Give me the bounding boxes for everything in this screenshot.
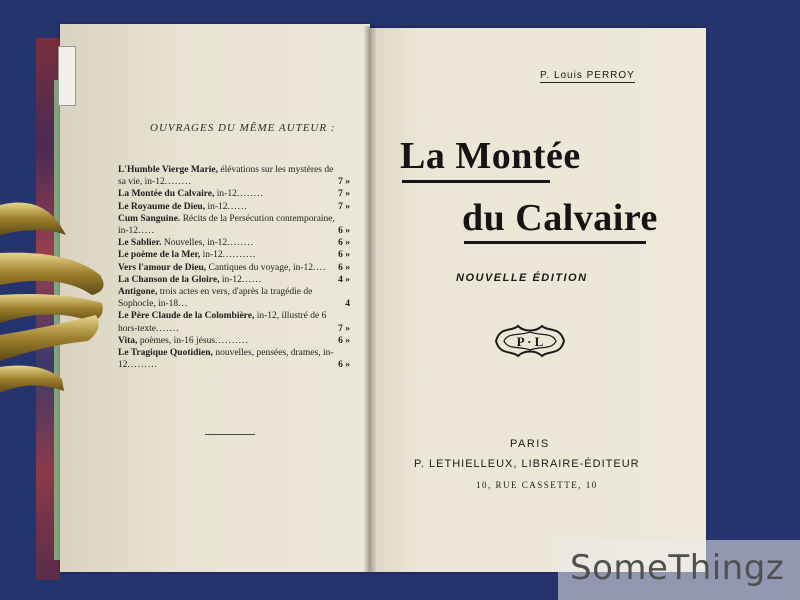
work-entry: Vers l'amour de Dieu, Cantiques du voyage, in-12.... 6 » <box>118 262 350 273</box>
title-underline-1 <box>402 180 550 183</box>
brass-clip-icon <box>0 195 110 395</box>
book-gutter <box>364 26 376 572</box>
book-title-line2: du Calvaire <box>462 197 658 239</box>
watermark <box>558 540 800 600</box>
work-entry: La Chanson de la Gloire, in-12...... 4 » <box>118 274 350 285</box>
publisher-city: PARIS <box>510 438 550 450</box>
publisher-name: P. LETHIELLEUX, LIBRAIRE-ÉDITEUR <box>414 458 640 470</box>
book-title-line1: La Montée <box>400 135 581 177</box>
logo-monogram: P · L <box>516 334 544 349</box>
publisher-address: 10, RUE CASSETTE, 10 <box>476 480 598 490</box>
work-entry: Cum Sanguine. Récits de la Persécution contemporaine, in-12..... 6 » <box>118 213 350 237</box>
work-entry: L'Humble Vierge Marie, élévations sur les mystères de sa vie, in-12........ 7 » <box>118 165 350 188</box>
separator-rule <box>205 434 255 435</box>
works-list <box>118 164 358 371</box>
works-heading: OUVRAGES DU MÊME AUTEUR : <box>150 122 336 134</box>
work-entry: Le Sablier. Nouvelles, in-12........ 6 » <box>118 238 350 249</box>
work-entry: Antigone, trois actes en vers, d'après la tragédie de Sophocle, in-18... 4 <box>118 287 350 310</box>
work-entry: Vita, poèmes, in-16 jésus.......... 6 » <box>118 335 350 346</box>
spine-label <box>58 46 76 106</box>
work-entry: Le poème de la Mer, in-12.......... 6 » <box>118 250 350 261</box>
right-page <box>370 28 706 572</box>
edition-label: NOUVELLE ÉDITION <box>456 272 588 284</box>
title-underline-2 <box>464 241 646 244</box>
work-entry: Le Père Claude de la Colombière, in-12, illustré de 6 hors-texte....... 7 » <box>118 311 350 334</box>
work-entry: Le Tragique Quotidien, nouvelles, pensées, drames, in-12......... 6 » <box>118 348 350 371</box>
watermark-text: SomeThingz <box>570 548 785 588</box>
author-name: P. Louis PERROY <box>540 70 635 81</box>
publisher-logo-icon <box>490 318 570 364</box>
work-entry: La Montée du Calvaire, in-12........ 7 » <box>118 189 350 200</box>
work-entry: Le Royaume de Dieu, in-12...... 7 » <box>118 201 350 212</box>
